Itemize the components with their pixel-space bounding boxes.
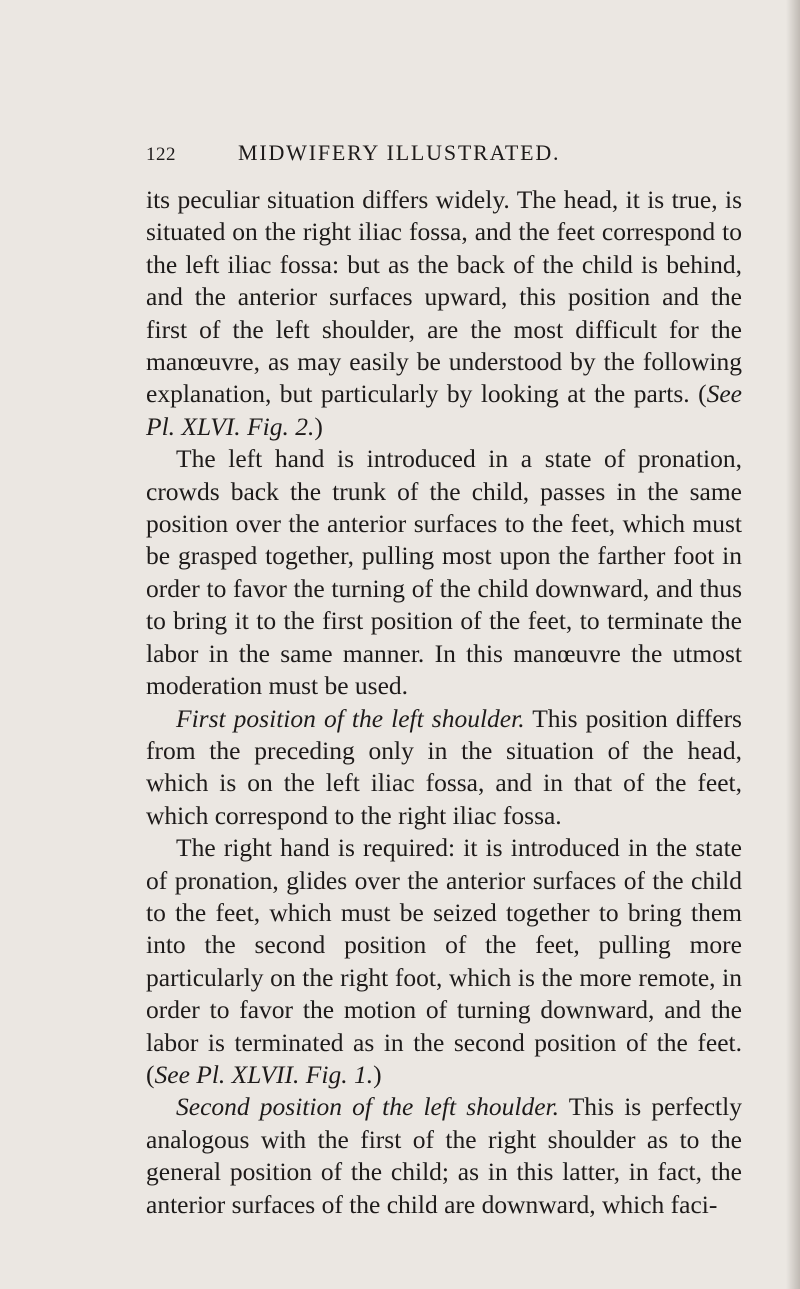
paragraph-text-end: ) xyxy=(314,411,323,441)
paragraph-text: The right hand is required: it is introduced in the state of pronation, glides over the anterior surfaces of the child to the feet, which must be seized together to bring them into the second position of the feet, pulling more particularly on the right foot, which is the more remote, in order to favor the motion of turning downward, and the labor is terminated as in the second position of the feet. ( xyxy=(146,833,742,1089)
page-header xyxy=(146,140,706,170)
paragraph-text-end: ) xyxy=(373,1059,382,1089)
paragraph-2 xyxy=(146,443,742,702)
paragraph-text: its peculiar situation differs widely. The head, it is true, is situated on the right iliac fossa, and the feet correspond to the left iliac fossa: but as the back of the child is behind, and the anterior surfaces upward, this position and the first of the left shoulder, are the most difficult for the manœuvre, as may easily be understood by the following explanation, but particularly by looking at the parts. ( xyxy=(146,185,742,409)
paragraph-text: This is perfectly analogous with the first of the right shoulder as to the general position of the child; as in this latter, in fact, the anterior surfaces of the child are downward, which faci- xyxy=(146,1092,742,1219)
paragraph-3 xyxy=(146,703,742,833)
page-edge-shadow xyxy=(786,0,800,1289)
section-lead: Second position of the left shoulder. xyxy=(176,1092,559,1122)
body-text xyxy=(146,184,742,1221)
paragraph-5 xyxy=(146,1091,742,1221)
section-lead: First position of the left shoulder. xyxy=(176,703,525,733)
running-head: MIDWIFERY ILLUSTRATED. xyxy=(238,140,561,165)
paragraph-text: This position differs from the preceding only in the situation of the head, which is on the left iliac fossa, and in that of the feet, which correspond to the right iliac fossa. xyxy=(146,703,742,830)
page-number: 122 xyxy=(146,144,176,165)
plate-reference: See Pl. XLVI. Fig. 2. xyxy=(146,379,742,441)
paragraph-1 xyxy=(146,184,742,443)
paragraph-text: The left hand is introduced in a state of pronation, crowds back the trunk of the child, passes in the same position over the anterior surfaces to the feet, which must be grasped together, pulling most upon the farther foot in order to favor the turning of the child downward, and thus to bring it to the first position of the feet, to terminate the labor in the same manner. In this manœuvre the utmost moderation must be used. xyxy=(146,444,742,701)
plate-reference: See Pl. XLVII. Fig. 1. xyxy=(154,1059,374,1089)
paragraph-4 xyxy=(146,832,742,1091)
